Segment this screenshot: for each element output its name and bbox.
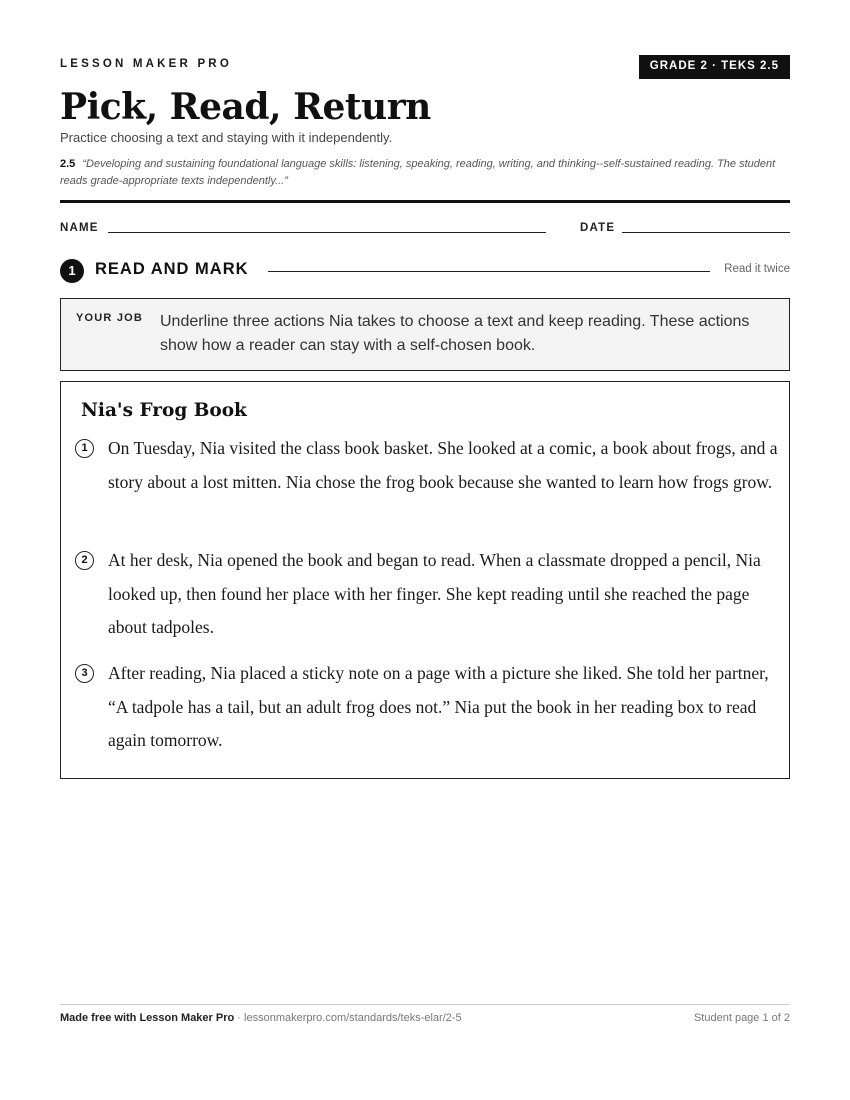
passage-title: Nia's Frog Book (81, 400, 247, 421)
section-header (60, 259, 790, 283)
section-title: READ AND MARK (95, 260, 249, 278)
header-divider (60, 200, 790, 203)
footer-made-with: Made free with Lesson Maker Pro (60, 1012, 235, 1024)
paragraph-number-1: 1 (75, 439, 94, 458)
standard-quote: “Developing and sustaining foundational language skills: listening, speaking, reading, writing, and thinking--self-sustained reading. The student reads grade-appropriate texts independently...” (60, 158, 776, 187)
paragraph-text-3[interactable]: After reading, Nia placed a sticky note on a page with a picture she liked. She told her partner, “A tadpole has a tail, but an adult frog does not.” Nia put the book in her reading box to read again tomorrow. (108, 663, 769, 750)
standard-description (60, 156, 792, 190)
name-date-row (60, 222, 790, 238)
section-hint: Read it twice (724, 263, 790, 275)
brand-name: LESSON MAKER PRO (60, 58, 232, 70)
page-subtitle: Practice choosing a text and staying with it independently. (60, 130, 393, 145)
section-rule (268, 271, 710, 272)
date-label: DATE (580, 222, 616, 234)
page-title: Pick, Read, Return (60, 86, 431, 128)
worksheet-page (60, 0, 790, 1100)
paragraph-text-2[interactable]: At her desk, Nia opened the book and began to read. When a classmate dropped a pencil, Nia looked up, then found her place with her finger. She kept reading until she reached the page about tadpoles. (108, 550, 761, 637)
your-job-instructions: Underline three actions Nia takes to choose a text and keep reading. These actions show how a reader can stay with a self-chosen book. (160, 313, 750, 354)
footer-separator: · (237, 1012, 245, 1024)
name-label: NAME (60, 222, 99, 234)
reading-passage (60, 381, 790, 779)
name-field[interactable] (108, 232, 546, 233)
paragraph-number-2: 2 (75, 551, 94, 570)
paragraph-text-1[interactable]: On Tuesday, Nia visited the class book basket. She looked at a comic, a book about frogs, and a story about a lost mitten. Nia chose the frog book because she wanted to learn how frogs grow. (108, 438, 778, 492)
footer-credit (60, 1012, 462, 1024)
your-job-label: YOUR JOB (76, 312, 144, 324)
footer-url[interactable]: lessonmakerpro.com/standards/teks-elar/2-5 (244, 1012, 462, 1024)
standard-code: 2.5 (60, 158, 76, 170)
footer-page-number: Student page 1 of 2 (693, 1012, 790, 1024)
footer-divider (60, 1004, 790, 1005)
paragraph-number-3: 3 (75, 664, 94, 683)
grade-badge: GRADE 2 · TEKS 2.5 (639, 55, 790, 79)
date-field[interactable] (622, 232, 790, 233)
your-job-box (60, 298, 790, 371)
section-number-badge: 1 (60, 259, 84, 283)
